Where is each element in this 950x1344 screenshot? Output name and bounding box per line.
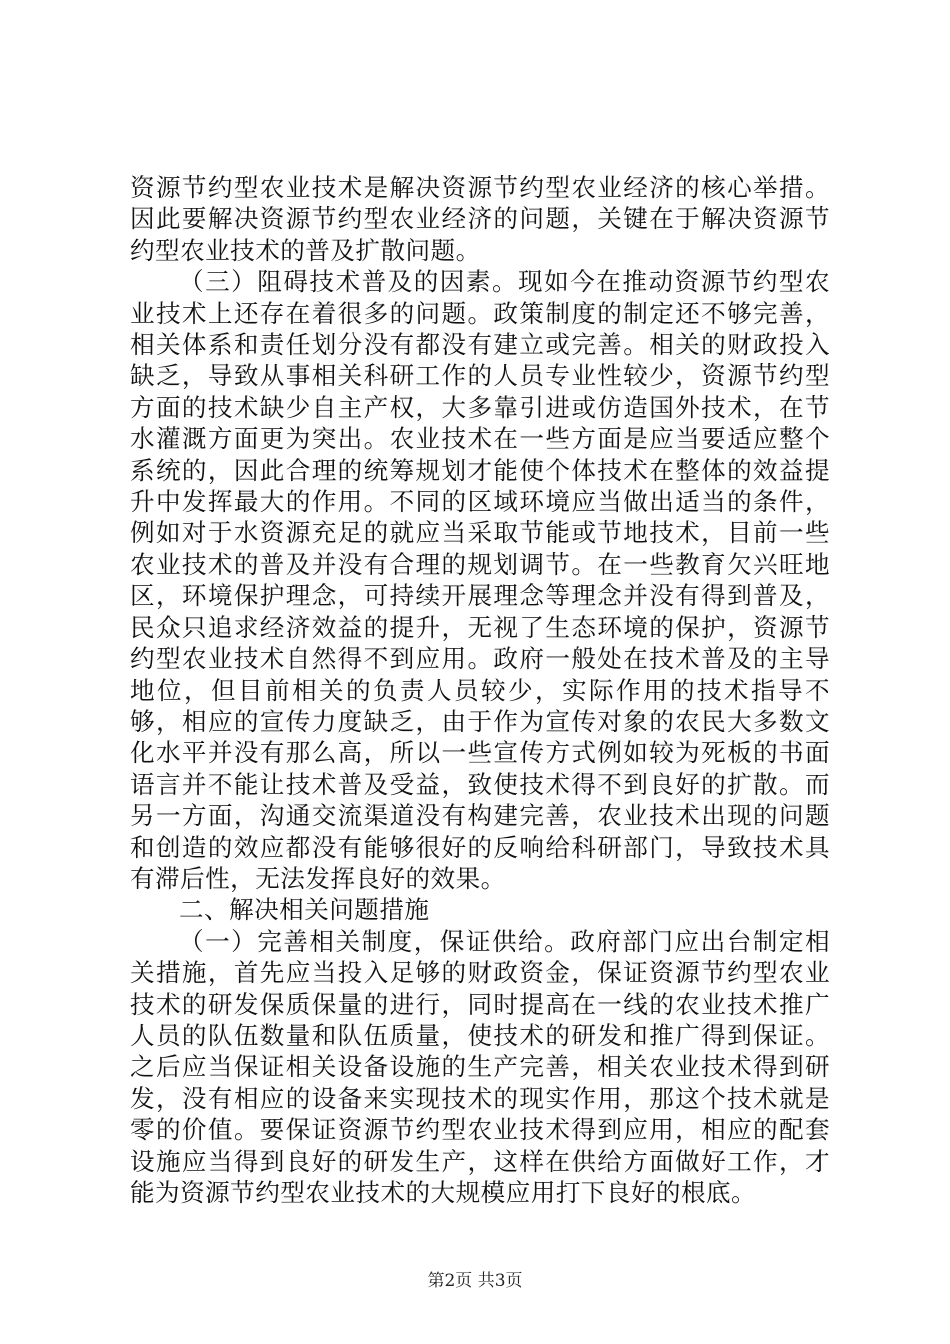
page-footer: 第2页 共3页: [427, 1271, 523, 1291]
paragraph-continuation: 资源节约型农业技术是解决资源节约型农业经济的核心举措。因此要解决资源节约型农业经济的问题，关键在于解决资源节约型农业技术的普及扩散问题。: [130, 173, 830, 265]
section-heading: 二、解决相关问题措施: [179, 895, 430, 925]
paragraph-measures: （一）完善相关制度，保证供给。政府部门应出台制定相关措施，首先应当投入足够的财政资金，保证资源节约型农业技术的研发保质保量的进行，同时提高在一线的农业技术推广人员的队伍数量和队伍质量，使技术的研发和推广得到保证。之后应当保证相关设备设施的生产完善，相关农业技术得到研发，没有相应的设备来实现技术的现实作用，那这个技术就是零的价值。要保证资源节约型农业技术得到应用，相应的配套设施应当得到良好的研发生产，这样在供给方面做好工作，才能为资源节约型农业技术的大规模应用打下良好的根底。: [130, 926, 830, 1207]
document-body: [130, 172, 830, 1208]
paragraph-obstacles: （三）阻碍技术普及的因素。现如今在推动资源节约型农业技术上还存在着很多的问题。政策制度的制定还不够完善，相关体系和责任划分没有都没有建立或完善。相关的财政投入缺乏，导致从事相关科研工作的人员专业性较少，资源节约型方面的技术缺少自主产权，大多靠引进或仿造国外技术，在节水灌溉方面更为突出。农业技术在一些方面是应当要适应整个系统的，因此合理的统筹规划才能使个体技术在整体的效益提升中发挥最大的作用。不同的区域环境应当做出适当的条件，例如对于水资源充足的就应当采取节能或节地技术，目前一些农业技术的普及并没有合理的规划调节。在一些教育欠兴旺地区，环境保护理念，可持续开展理念等理念并没有得到普及，民众只追求经济效益的提升，无视了生态环境的保护，资源节约型农业技术自然得不到应用。政府一般处在技术普及的主导地位，但目前相关的负责人员较少，实际作用的技术指导不够，相应的宣传力度缺乏，由于作为宣传对象的农民大多数文化水平并没有那么高，所以一些宣传方式例如较为死板的书面语言并不能让技术普及受益，致使技术得不到良好的扩散。而另一方面，沟通交流渠道没有构建完善，农业技术出现的问题和创造的效应都没有能够很好的反响给科研部门，导致技术具有滞后性，无法发挥良好的效果。: [130, 267, 830, 893]
